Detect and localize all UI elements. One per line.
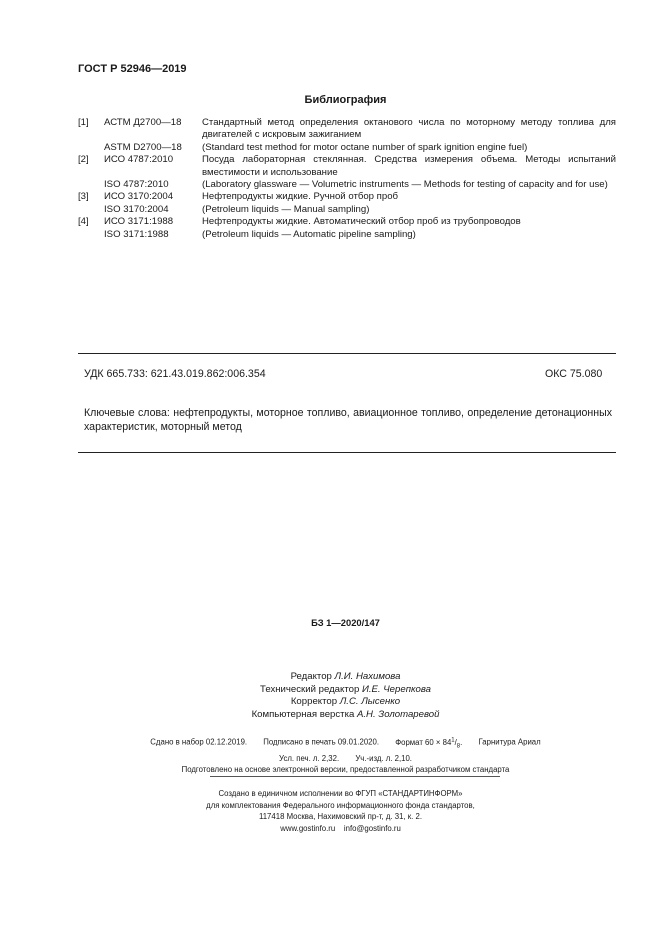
credit-layout: Компьютерная верстка А.Н. Золотаревой [251, 708, 440, 720]
entry-number: [4] [78, 216, 89, 228]
entry-number: [3] [78, 191, 89, 203]
creator-info: Создано в единичном исполнении во ФГУП «СТАНДАРТИНФОРМ» для комплектования Федерального информационного фонда стандартов, 117418 Москва, Нахимовский пр-т, д. 31, к. 2. www.gostinfo.ru info@gostinfo.ru [0, 788, 661, 834]
imprint-line-3: Подготовлено на основе электронной версии, предоставленной разработчиком стандарта [181, 765, 510, 775]
print-format: Формат $60 \times 84^1/_8$. [395, 737, 463, 750]
oks-code: ОКС 75.080 [545, 368, 603, 380]
bibliography-entry [78, 216, 616, 228]
bibliography-entry-translation [78, 204, 616, 216]
bibliography-title: Библиография [304, 94, 387, 106]
imprint-line-2: Усл. печ. л. 2,32. Уч.-изд. л. 2,10. [279, 753, 412, 763]
bibliography-entry [78, 117, 616, 142]
entry-code: АСТМ Д2700—18 [104, 117, 182, 128]
entry-code: ASTM D2700—18 [104, 141, 182, 153]
keywords: Ключевые слова: нефтепродукты, моторное топливо, авиационное топливо, определение детонационных характеристик, моторный метод [84, 407, 612, 433]
credit-tech-editor: Технический редактор И.Е. Черепкова [260, 683, 431, 695]
entry-text: Нефтепродукты жидкие. Ручной отбор проб [202, 191, 399, 203]
bibliography-entry-translation [78, 229, 616, 241]
entry-number: [1] [78, 117, 89, 128]
website-link[interactable]: www.gostinfo.ru [280, 823, 336, 833]
bibliography-entry [78, 191, 616, 203]
entry-text: Стандартный метод определения октанового числа по моторному методу топлива для двигателей с искровым зажиганием [202, 117, 616, 141]
credits [0, 671, 661, 721]
entry-code: ИСО 3170:2004 [104, 191, 174, 203]
bibliography-entry [78, 154, 616, 179]
entry-text: (Petroleum liquids — Manual sampling) [202, 203, 370, 215]
entry-text: (Laboratory glassware — Volumetric instruments — Methods for testing of capacity and for use) [202, 179, 608, 191]
entry-text: (Petroleum liquids — Automatic pipeline sampling) [202, 228, 416, 240]
imprint-line-1: Сдано в набор 02.12.2019. Подписано в печать 09.01.2020. Формат $60 \times 84^1/_8$. Гарнитура Ариал [150, 737, 541, 750]
contacts [20, 823, 661, 835]
entry-code: ИСО 3171:1988 [104, 216, 174, 228]
entry-code: ISO 4787:2010 [104, 179, 169, 191]
bz-number: БЗ 1—2020/147 [311, 617, 380, 628]
entry-text: Посуда лабораторная стеклянная. Средства измерения объема. Методы испытаний вместимости и использование [202, 154, 616, 178]
entry-number: [2] [78, 154, 89, 166]
bibliography-list [78, 117, 616, 241]
divider-imprint [210, 776, 500, 777]
divider-top [78, 353, 616, 354]
credit-corrector: Корректор Л.С. Лысенко [290, 696, 401, 708]
bibliography-entry-translation [78, 179, 616, 191]
entry-text: (Standard test method for motor octane number of spark ignition engine fuel) [202, 141, 528, 153]
entry-code: ISO 3170:2004 [104, 203, 169, 215]
entry-text: Нефтепродукты жидкие. Автоматический отбор проб из трубопроводов [202, 216, 521, 228]
divider-bottom [78, 452, 616, 453]
email-link[interactable]: info@gostinfo.ru [343, 823, 401, 833]
imprint [0, 735, 661, 776]
udk-code: УДК 665.733: 621.43.019.862:006.354 [84, 368, 266, 380]
entry-code: ISO 3171:1988 [104, 228, 169, 240]
page-header-standard: ГОСТ Р 52946—2019 [78, 63, 187, 75]
entry-code: ИСО 4787:2010 [104, 154, 174, 166]
bibliography-entry-translation [78, 142, 616, 154]
credit-editor: Редактор Л.И. Нахимова [290, 671, 401, 682]
